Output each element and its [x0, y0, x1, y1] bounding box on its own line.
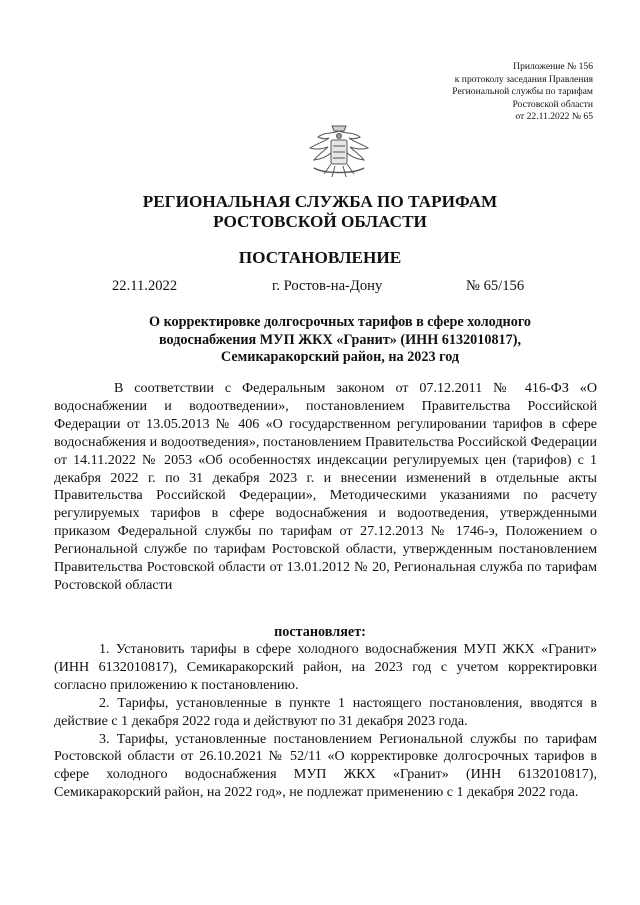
decree-word: постановляет: [274, 624, 366, 640]
organization-name [0, 192, 640, 232]
appendix-line-1: Приложение № 156 [513, 61, 593, 72]
appendix-line-5: от 22.11.2022 № 65 [515, 111, 593, 123]
appendix-line-2: к протоколу заседания Правления [454, 73, 593, 85]
subject-line-2: водоснабжения МУП ЖКХ «Гранит» (ИНН 6132010817), [158, 331, 522, 348]
decree-items [54, 641, 597, 802]
subject-line-1: О корректировке долгосрочных тарифов в сфере холодного [148, 314, 531, 330]
document-type: ПОСТАНОВЛЕНИЕ [238, 248, 402, 267]
document-date: 22.11.2022 [112, 278, 178, 294]
appendix-line-3: Региональной службы по тарифам [452, 86, 593, 98]
preamble-block [54, 380, 597, 595]
decree-item-2: 2. Тарифы, установленные в пункте 1 настоящего постановления, вводятся в действие с 1 декабря 2022 года и действуют по 31 декабря 2023 года. [54, 694, 597, 729]
org-line-1: РЕГИОНАЛЬНАЯ СЛУЖБА ПО ТАРИФАМ [142, 192, 498, 211]
decree-item-1: 1. Установить тарифы в сфере холодного водоснабжения МУП ЖКХ «Гранит» (ИНН 6132010817), Семикаракорский район, на 2023 год с учетом корректировки согласно приложению к постановлению. [54, 641, 597, 693]
coat-of-arms-icon [302, 122, 376, 182]
org-line-2: РОСТОВСКОЙ ОБЛАСТИ [213, 212, 427, 231]
document-city: г. Ростов-на-Дону [272, 278, 383, 294]
appendix-note [452, 61, 593, 124]
preamble-paragraph: В соответствии с Федеральным законом от 07.12.2011 № 416-ФЗ «О водоснабжении и водоотведении», постановлением Правительства Российской Федерации от 13.05.2013 № 406 «О государственном регулировании тарифов в сфере водоснабжения и водоотведения», постановлением Правительства Российской Федерации от 14.11.2022 № 2053 «Об особенностях индексации регулируемых цен (тарифов) с 1 декабря 2022 г. по 31 декабря 2023 г. и внесении изменений в отдельные акты Правительства Российской Федерации», Методическими указаниями по расчету регулируемых тарифов в сфере водоснабжения и водоотведения, утвержденными приказом Федеральной службы по тарифам от 27.12.2013 № 1746-э, Положением о Региональной службе по тарифам Ростовской области, утвержденным постановлением Правительства Ростовской области от 13.01.2012 № 20, Региональная служба по тарифам Ростовской области [54, 380, 597, 593]
decree-item-3: 3. Тарифы, установленные постановлением Региональной службы по тарифам Ростовской области от 26.10.2021 № 52/11 «О корректировке долгосрочных тарифов в сфере холодного водоснабжения МУП ЖКХ «Гранит» (ИНН 6132010817), Семикаракорский район, на 2022 год», не подлежат применению с 1 декабря 2022 года. [54, 730, 597, 801]
appendix-line-4: Ростовской области [512, 98, 593, 110]
subject-line-3: Семикаракорский район, на 2023 год [220, 349, 460, 365]
document-number: № 65/156 [466, 278, 525, 294]
document-subject [80, 314, 600, 367]
